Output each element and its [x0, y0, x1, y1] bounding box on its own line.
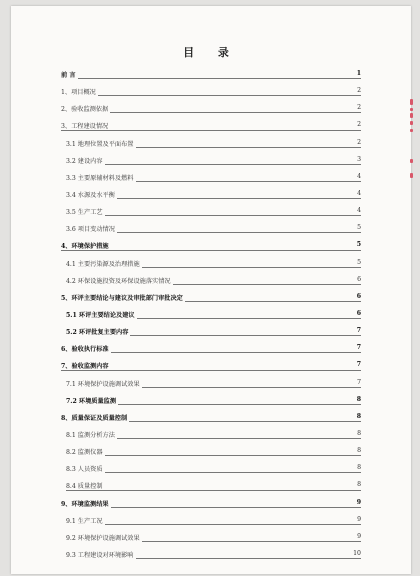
- toc-page-number: 4: [357, 189, 361, 197]
- toc-entry-label: 2、验收监测依据: [61, 106, 109, 114]
- toc-entry[interactable]: [61, 426, 361, 443]
- toc-leader-line: [66, 524, 361, 525]
- toc-page-number: 9: [357, 532, 361, 540]
- toc-entry-label: 9、环境监测结果: [61, 500, 109, 508]
- toc-entry-label: 3.6 项目变动情况: [66, 226, 115, 234]
- toc-entry[interactable]: [61, 529, 361, 546]
- toc-page-number: 8: [357, 481, 361, 489]
- toc-page-number: 1: [356, 70, 361, 77]
- document-page: [11, 6, 411, 574]
- toc-entry-label: 5、环评主要结论与建议及审批部门审批决定: [61, 294, 183, 302]
- toc-entry[interactable]: [61, 495, 361, 512]
- toc-entry-label: 8.4 质量控制: [66, 483, 103, 491]
- toc-page-number: 6: [356, 292, 361, 300]
- page-title: 目 录: [183, 46, 239, 59]
- toc-entry-label: 7.1 环境保护设施调试效果: [66, 380, 140, 388]
- toc-entry[interactable]: [61, 237, 361, 254]
- toc-page-number: 5: [357, 224, 361, 232]
- toc-entry[interactable]: [61, 306, 361, 323]
- toc-entry[interactable]: [61, 340, 361, 357]
- toc-entry[interactable]: [61, 375, 361, 392]
- toc-entry[interactable]: [61, 477, 361, 494]
- toc-entry-label: 8.1 监测分析方法: [66, 431, 115, 439]
- toc-page-number: 4: [357, 172, 361, 180]
- table-of-contents: [61, 66, 361, 563]
- toc-entry[interactable]: [61, 323, 361, 340]
- toc-entry[interactable]: [61, 220, 361, 237]
- toc-page-number: 8: [357, 464, 361, 472]
- toc-page-number: 7: [357, 378, 361, 386]
- toc-entry-label: 7.2 环境质量监测: [66, 397, 117, 405]
- toc-page-number: 2: [357, 121, 361, 129]
- toc-entry-label: 前 言: [61, 72, 76, 79]
- toc-entry-label: 8.3 人员资质: [66, 466, 103, 474]
- toc-entry-label: 9.3 工程建设对环境影响: [66, 551, 134, 559]
- toc-leader-line: [66, 455, 361, 456]
- toc-leader-line: [61, 78, 361, 79]
- toc-entry[interactable]: [61, 203, 361, 220]
- toc-leader-line: [66, 472, 361, 473]
- toc-entry[interactable]: [61, 460, 361, 477]
- toc-entry[interactable]: [61, 135, 361, 152]
- toc-entry[interactable]: [61, 409, 361, 426]
- toc-entry[interactable]: [61, 66, 361, 83]
- toc-entry-label: 3.5 生产工艺: [66, 209, 103, 217]
- toc-entry[interactable]: [61, 392, 361, 409]
- toc-entry[interactable]: [61, 289, 361, 306]
- toc-entry[interactable]: [61, 357, 361, 374]
- toc-entry[interactable]: [61, 443, 361, 460]
- toc-entry-label: 9.2 环境保护设施调试效果: [66, 534, 140, 542]
- toc-page-number: 8: [356, 412, 361, 420]
- toc-entry[interactable]: [61, 186, 361, 203]
- toc-page-number: 2: [357, 87, 361, 95]
- toc-page-number: 7: [356, 344, 361, 352]
- toc-entry-label: 3.1 地理位置及平面布置: [66, 140, 134, 148]
- toc-page-number: 8: [357, 447, 361, 455]
- toc-leader-line: [66, 215, 361, 216]
- toc-page-number: 6: [357, 275, 361, 283]
- toc-entry[interactable]: [61, 117, 361, 134]
- toc-leader-line: [61, 95, 361, 96]
- toc-entry-label: 5.1 环评主要结论及建议: [66, 311, 135, 319]
- toc-page-number: 10: [353, 549, 361, 557]
- toc-entry-label: 3.4 水源及水平衡: [66, 191, 115, 199]
- toc-entry[interactable]: [61, 512, 361, 529]
- toc-page-number: 9: [357, 515, 361, 523]
- toc-leader-line: [66, 490, 361, 491]
- toc-entry-label: 6、验收执行标准: [61, 346, 109, 354]
- toc-entry-label: 4、环境保护措施: [61, 243, 109, 251]
- toc-entry[interactable]: [61, 100, 361, 117]
- toc-entry[interactable]: [61, 272, 361, 289]
- toc-entry[interactable]: [61, 152, 361, 169]
- toc-page-number: 9: [356, 498, 361, 506]
- toc-entry[interactable]: [61, 255, 361, 272]
- toc-entry[interactable]: [61, 83, 361, 100]
- toc-entry-label: 3.3 主要原辅材料及燃料: [66, 174, 134, 182]
- toc-page-number: 2: [357, 104, 361, 112]
- toc-entry-label: 3、工程建设情况: [61, 123, 109, 131]
- toc-page-number: 8: [357, 429, 361, 437]
- toc-entry[interactable]: [61, 169, 361, 186]
- toc-leader-line: [66, 164, 361, 165]
- toc-entry-label: 7、验收监测内容: [61, 363, 109, 371]
- toc-page-number: 2: [357, 138, 361, 146]
- toc-entry-label: 9.1 生产工况: [66, 517, 103, 525]
- toc-entry-label: 1、项目概况: [61, 89, 96, 97]
- toc-page-number: 3: [357, 155, 361, 163]
- toc-entry[interactable]: [61, 546, 361, 563]
- toc-entry-label: 4.1 主要污染源及治理措施: [66, 260, 140, 268]
- toc-page-number: 7: [356, 327, 361, 335]
- toc-page-number: 5: [357, 258, 361, 266]
- toc-entry-label: 8.2 监测仪器: [66, 449, 103, 457]
- toc-page-number: 6: [356, 309, 361, 317]
- toc-page-number: 7: [356, 361, 361, 369]
- toc-entry-label: 8、质量保证及质量控制: [61, 414, 128, 422]
- toc-page-number: 4: [357, 207, 361, 215]
- toc-page-number: 5: [356, 241, 361, 249]
- toc-entry-label: 4.2 环保设施投资及环保设施落实情况: [66, 277, 171, 285]
- toc-entry-label: 5.2 环评批复主要内容: [66, 329, 129, 337]
- toc-page-number: 8: [356, 395, 361, 403]
- toc-entry-label: 3.2 建设内容: [66, 157, 103, 165]
